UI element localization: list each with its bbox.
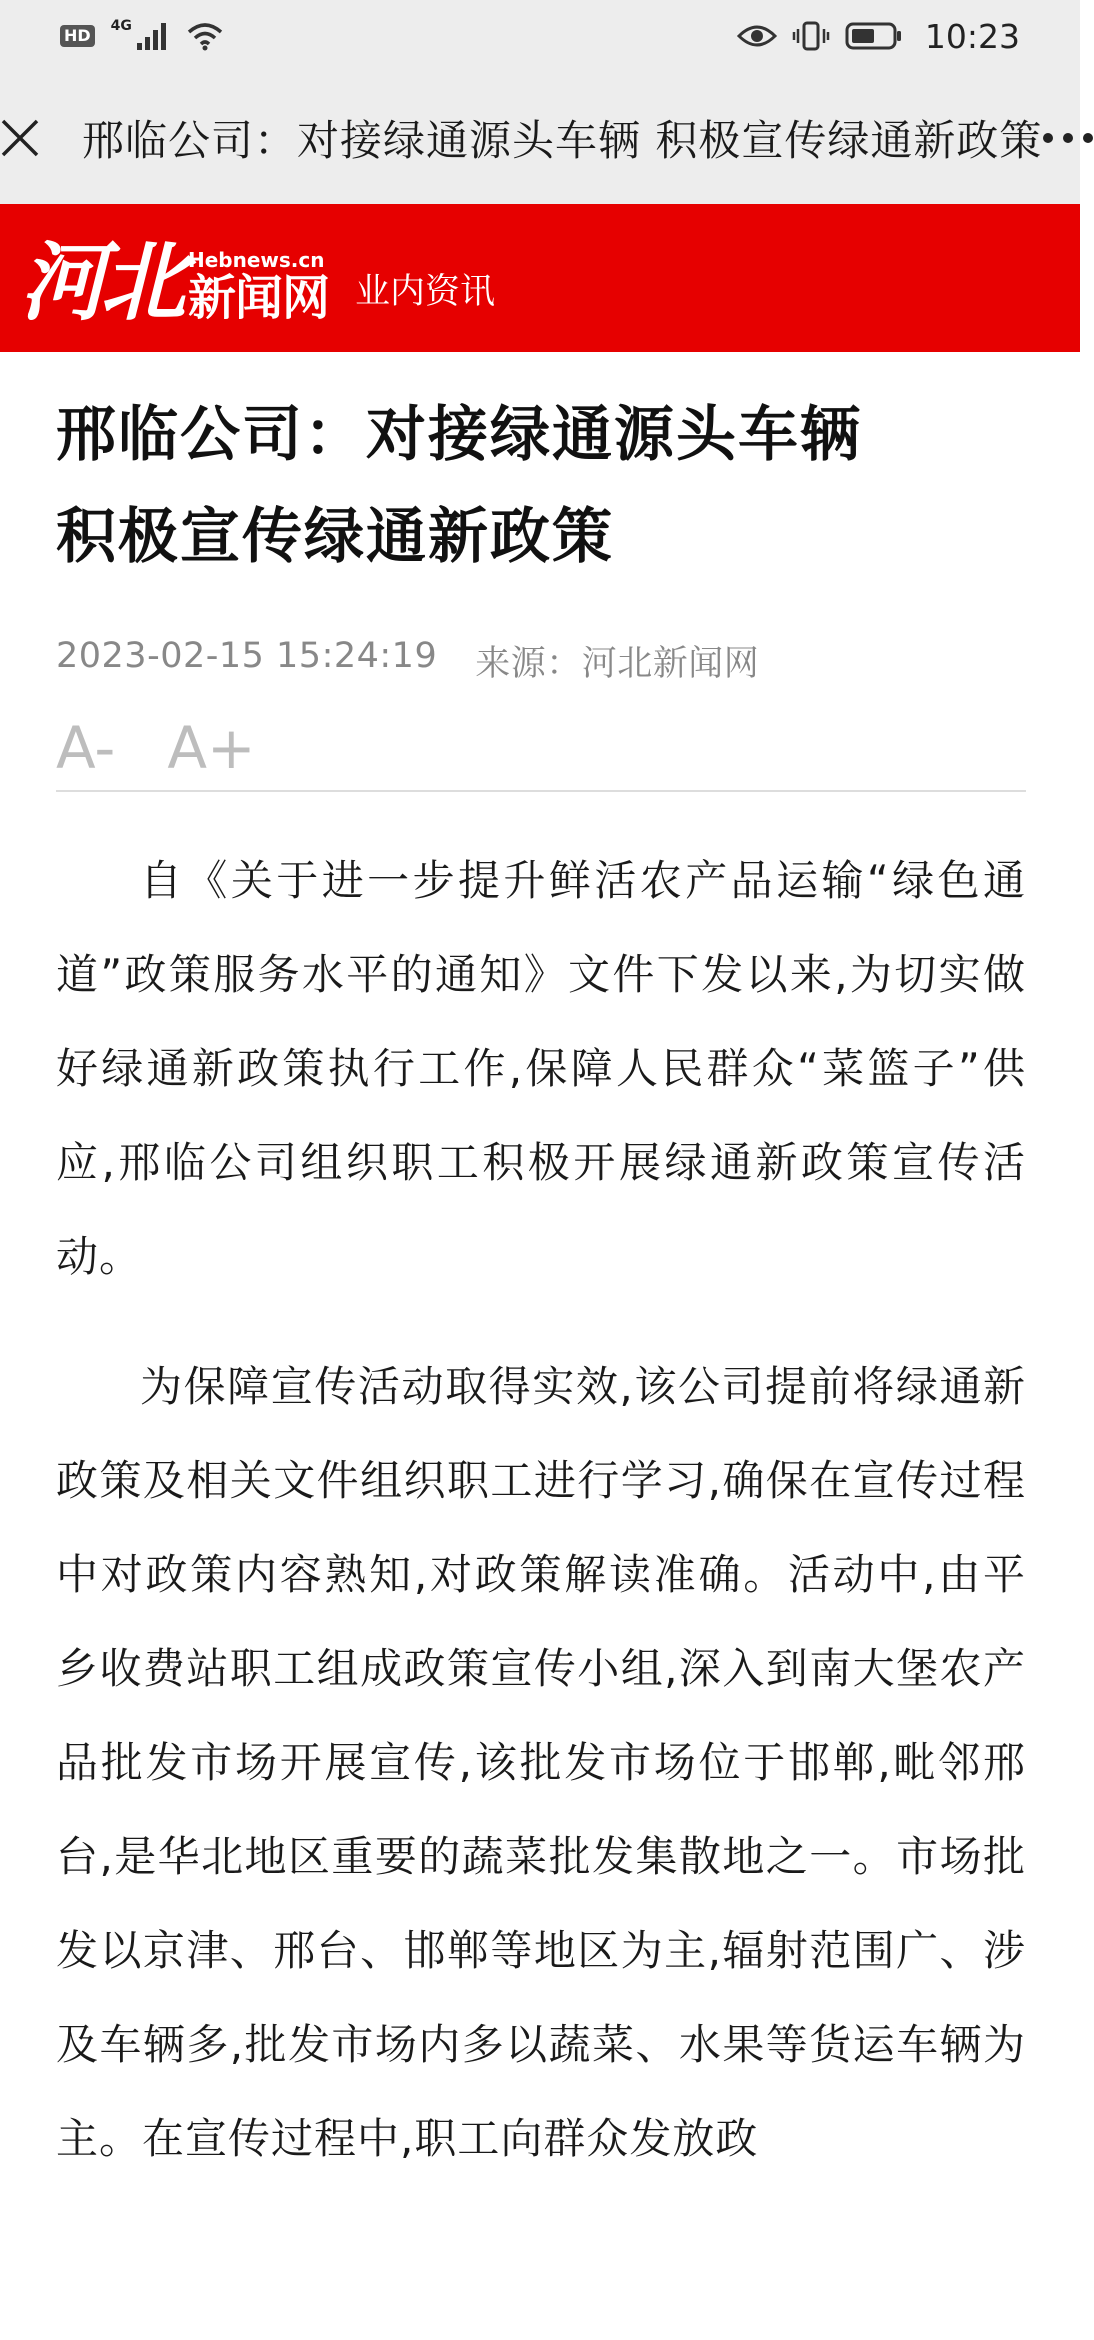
section-link[interactable]: 业内资讯 — [355, 272, 496, 312]
close-button[interactable] — [0, 72, 40, 204]
status-right — [737, 17, 1020, 56]
more-icon — [1042, 132, 1094, 144]
font-size-controls — [56, 714, 1026, 792]
font-increase-button[interactable]: A+ — [167, 714, 256, 782]
status-bar — [0, 0, 1080, 72]
network-type-label: 4G — [110, 18, 132, 34]
site-logo[interactable] — [20, 223, 329, 333]
hd-badge: HD — [60, 25, 95, 47]
article-title-line2: 积极宣传绿通新政策 — [56, 502, 614, 572]
article-title — [56, 384, 1026, 588]
logo-right — [188, 249, 329, 325]
logo-domain: Hebnews.cn — [188, 248, 325, 272]
wifi-icon — [186, 21, 224, 51]
nav-title: 邢临公司：对接绿通源头车辆 积极宣传绿通新政策 — [82, 116, 1043, 165]
eye-icon — [737, 22, 777, 50]
logo-site-name: 新闻网 — [188, 270, 330, 326]
article-source: 来源：河北新闻网 — [475, 644, 760, 684]
article-paragraph: 为保障宣传活动取得实效,该公司提前将绿通新政策及相关文件组织职工进行学习,确保在宣传过程中对政策内容熟知,对政策解读准确。活动中,由平乡收费站职工组成政策宣传小组,深入到南大堡农产品批发市场开展宣传,该批发市场位于邯郸,毗邻邢台,是华北地区重要的蔬菜批发集散地之一。市场批发以京津、邢台、邯郸等地区为主,辐射范围广、涉及车辆多,批发市场内多以蔬菜、水果等货运车辆为主。在宣传过程中,职工向群众发放政 — [56, 1362, 1026, 2163]
nav-bar — [0, 72, 1080, 204]
signal-icon — [136, 21, 170, 51]
vibrate-icon — [793, 20, 829, 52]
status-time: 10:23 — [924, 16, 1020, 56]
font-decrease-button[interactable]: A- — [56, 714, 116, 782]
article-meta — [56, 636, 1026, 686]
article-paragraph: 自《关于进一步提升鲜活农产品运输“绿色通道”政策服务水平的通知》文件下发以来,为切实做好绿通新政策执行工作,保障人民群众“菜篮子”供应,邢临公司组织职工积极开展绿通新政策宣传活动。 — [56, 856, 1026, 1281]
more-button[interactable] — [1042, 72, 1094, 204]
article-datetime: 2023-02-15 15:24:19 — [56, 636, 438, 676]
status-left — [60, 18, 224, 51]
battery-icon — [845, 21, 903, 51]
close-icon — [0, 118, 40, 158]
article — [56, 352, 1026, 2186]
logo-hebei-text: 河北 — [20, 232, 180, 333]
article-title-line1: 邢临公司：对接绿通源头车辆 — [56, 400, 862, 470]
site-banner — [0, 204, 1080, 352]
